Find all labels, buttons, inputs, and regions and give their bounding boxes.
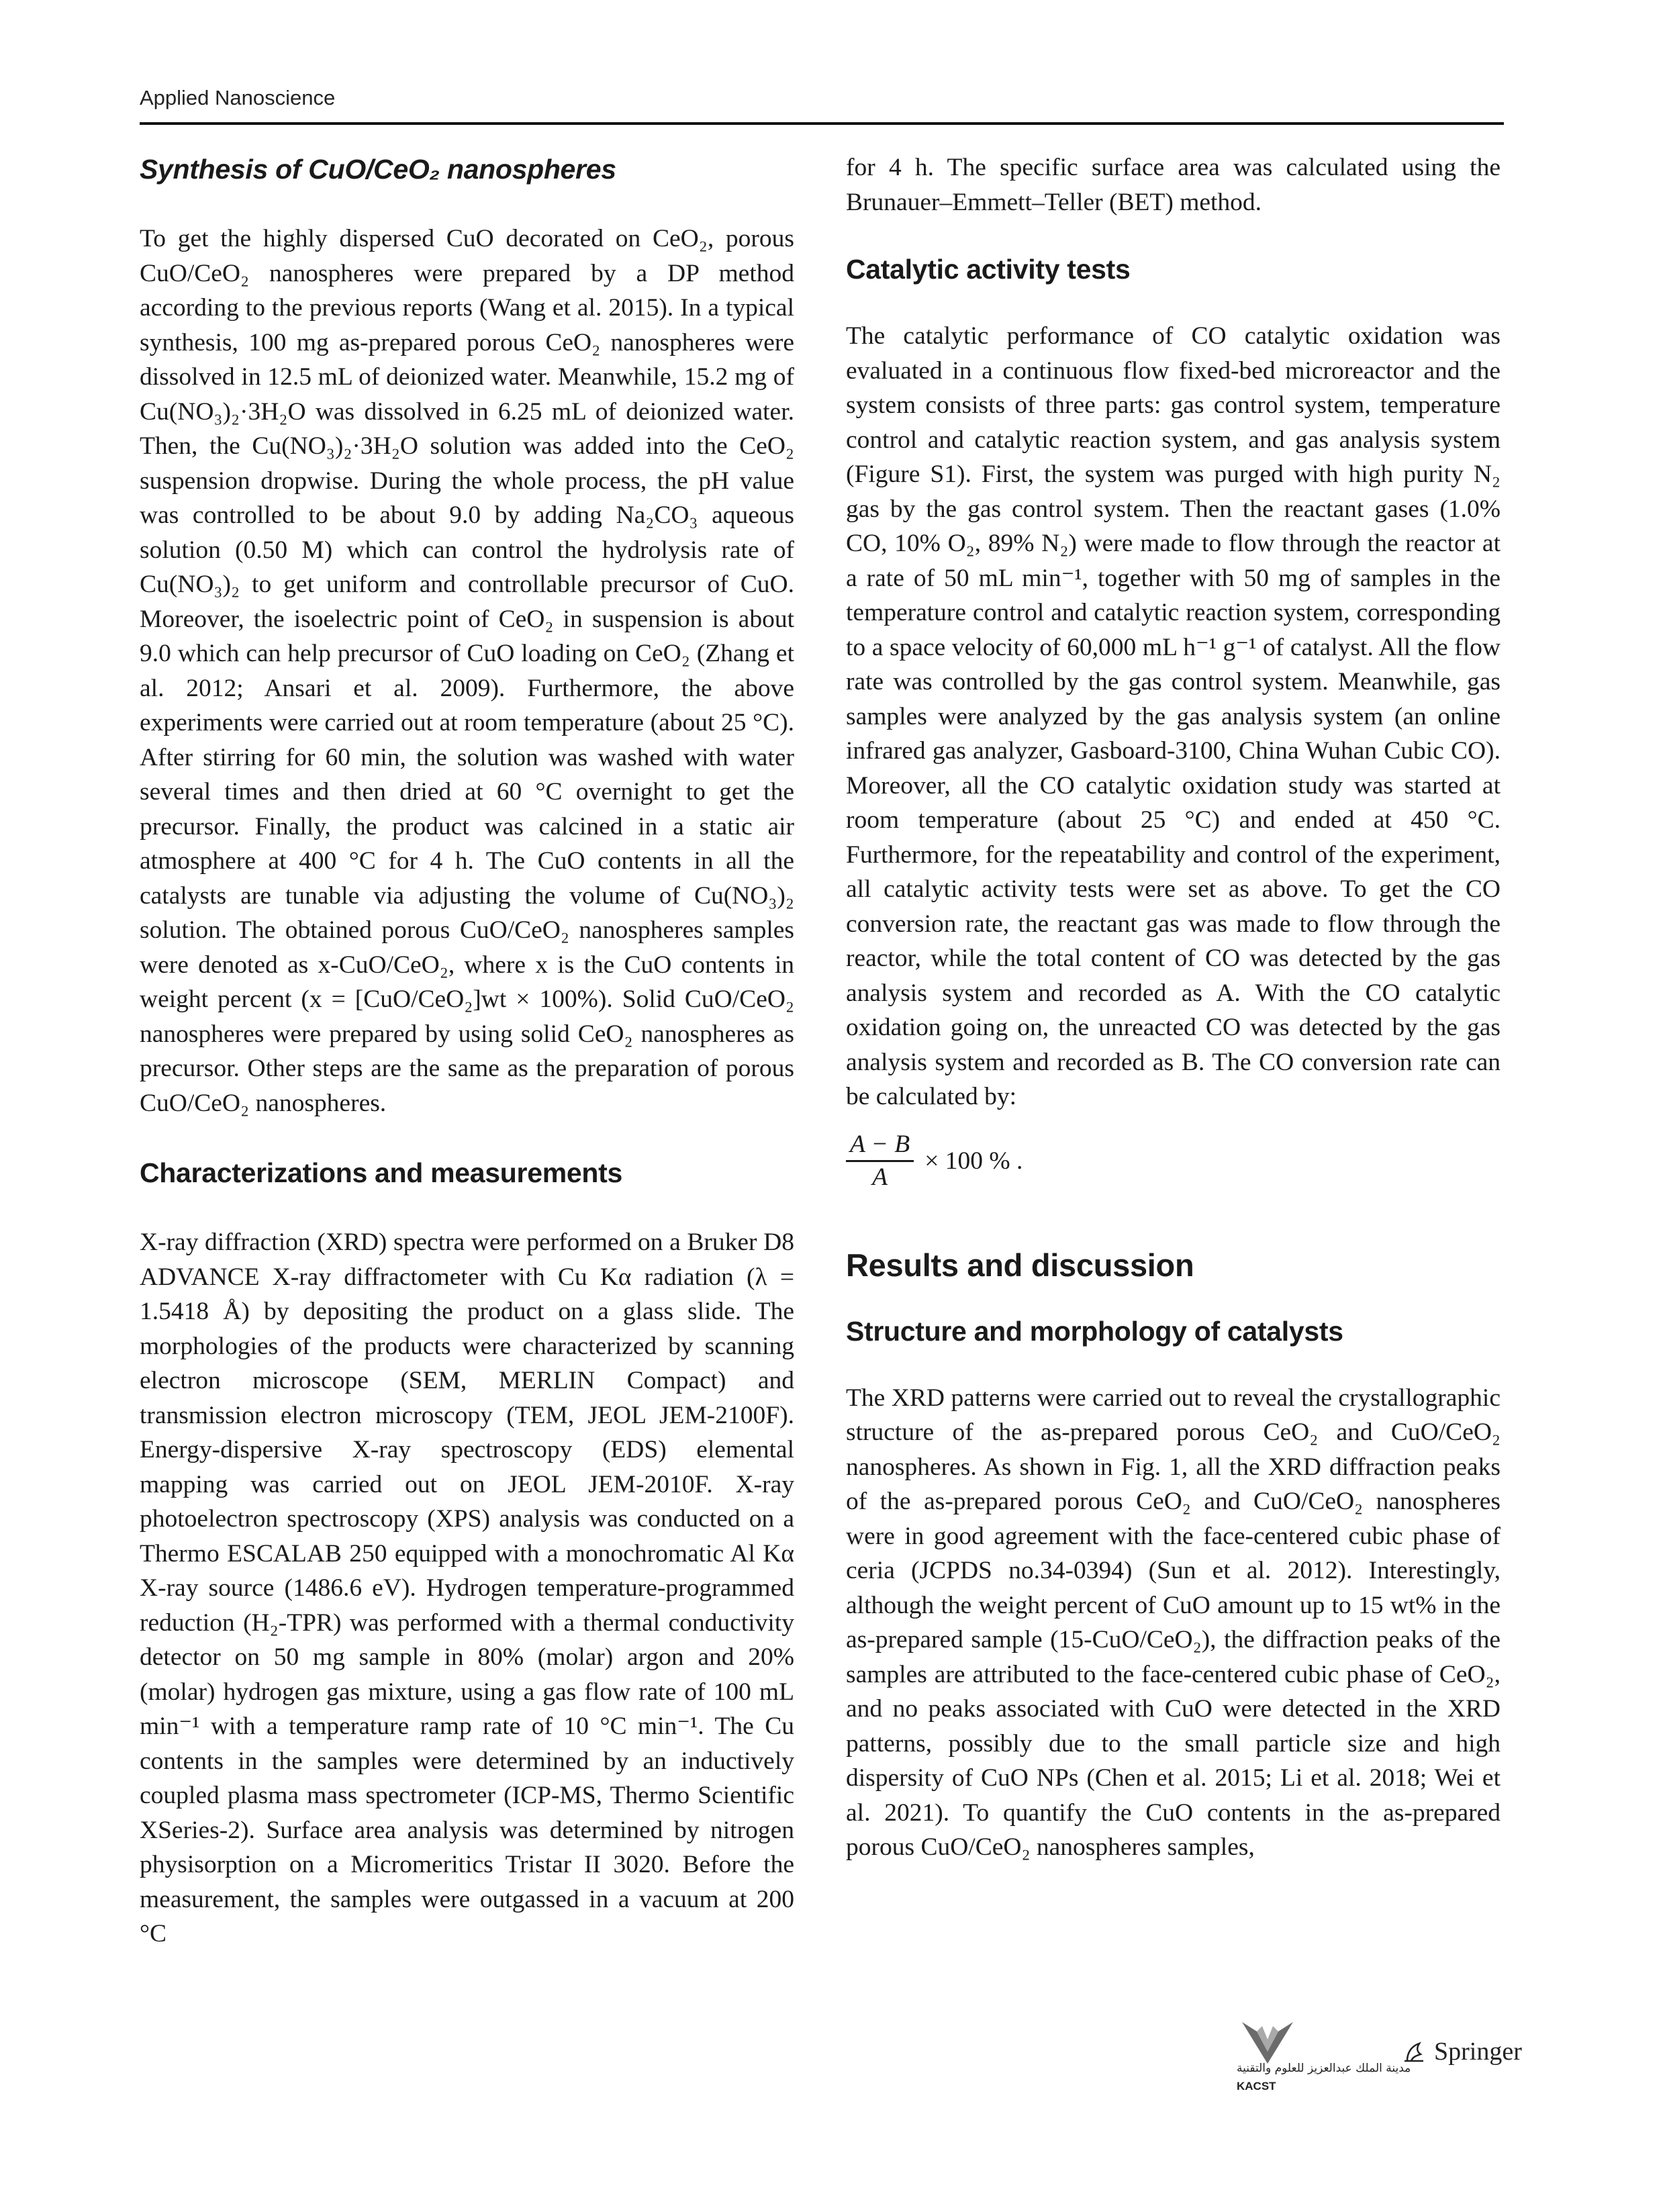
conversion-equation	[846, 1129, 1501, 1193]
synthesis-heading: Synthesis of CuO/CeO₂ nanospheres	[140, 154, 616, 185]
continuation-paragraph: for 4 h. The specific surface area was calculated using the Brunauer–Emmett–Teller (BET) method.	[846, 154, 1501, 216]
journal-name: Applied Nanoscience	[140, 86, 336, 109]
header-rule	[140, 122, 1504, 125]
springer-logo	[1400, 2037, 1522, 2066]
equation-numerator: A − B	[846, 1129, 914, 1162]
equation-denominator: A	[872, 1163, 888, 1191]
kacst-arabic-text: مدينة الملك عبدالعزيز للعلوم والتقنية	[1237, 2062, 1411, 2075]
springer-horse-icon	[1400, 2038, 1427, 2065]
synthesis-paragraph: To get the highly dispersed CuO decorated on CeO₂, porous CuO/CeO₂ nanospheres were prepared by a DP method according to the previous reports (Wang et al. 2015). In a typical synthesis, 100 mg as-prepared porous CeO₂ nanospheres were dissolved in 12.5 mL of deionized water. Meanwhile, 15.2 mg of Cu(NO₃)₂·3H₂O was dissolved in 6.25 mL of deionized water. Then, the Cu(NO₃)₂·3H₂O solution was added into the CeO₂ suspension dropwise. During the whole process, the pH value was controlled to be about 9.0 by adding Na₂CO₃ aqueous solution (0.50 M) which can control the hydrolysis rate of Cu(NO₃)₂ to get uniform and controllable precursor of CuO. Moreover, the isoelectric point of CeO₂ in suspension is about 9.0 which can help precursor of CuO loading on CeO₂ (Zhang et al. 2012; Ansari et al. 2009). Furthermore, the above experiments were carried out at room temperature (about 25 °C). After stirring for 60 min, the solution was washed with water several times and then dried at 60 °C overnight to get the precursor. Finally, the product was calcined in a static air atmosphere at 400 °C for 4 h. The CuO contents in all the catalysts are tunable via adjusting the volume of Cu(NO₃)₂ solution. The obtained porous CuO/CeO₂ nanospheres samples were denoted as x-CuO/CeO₂, where x is the CuO contents in weight percent (x = [CuO/CeO₂]wt × 100%). Solid CuO/CeO₂ nanospheres were prepared by using solid CeO₂ nanospheres as precursor. Other steps are the same as the preparation of porous CuO/CeO₂ nanospheres.	[140, 225, 794, 1117]
characterizations-paragraph: X-ray diffraction (XRD) spectra were performed on a Bruker D8 ADVANCE X-ray diffractometer with Cu Kα radiation (λ = 1.5418 Å) by depositing the product on a glass slide. The morphologies of the products were characterized by scanning electron microscope (SEM, MERLIN Compact) and transmission electron microscopy (TEM, JEOL JEM-2100F). Energy-dispersive X-ray spectroscopy (EDS) elemental mapping was carried out on JEOL JEM-2010F. X-ray photoelectron spectroscopy (XPS) analysis was conducted on a Thermo ESCALAB 250 equipped with a monochromatic Al Kα X-ray source (1486.6 eV). Hydrogen temperature-programmed reduction (H₂-TPR) was performed with a thermal conductivity detector on 50 mg sample in 80% (molar) argon and 20% (molar) hydrogen gas mixture, using a gas flow rate of 100 mL min⁻¹ with a temperature ramp rate of 10 °C min⁻¹. The Cu contents in the samples were determined by an inductively coupled plasma mass spectrometer (ICP-MS, Thermo Scientific XSeries-2). Surface area analysis was determined by nitrogen physisorption on a Micromeritics Tristar II 3020. Before the measurement, the samples were outgassed in a vacuum at 200 °C	[140, 1229, 794, 1947]
left-column	[140, 150, 794, 1952]
catalytic-heading: Catalytic activity tests	[846, 254, 1131, 285]
structure-heading: Structure and morphology of catalysts	[846, 1315, 1343, 1347]
right-column	[846, 150, 1501, 1865]
structure-paragraph: The XRD patterns were carried out to reveal the crystallographic structure of the as-prepared porous CeO₂ and CuO/CeO₂ nanospheres. As shown in Fig. 1, all the XRD diffraction peaks of the as-prepared porous CeO₂ and CuO/CeO₂ nanospheres were in good agreement with the face-centered cubic phase of ceria (JCPDS no.34-0394) (Sun et al. 2012). Interestingly, although the weight percent of CuO amount up to 15 wt% in the as-prepared sample (15-CuO/CeO₂), the diffraction peaks of the samples are attributed to the face-centered cubic phase of CeO₂, and no peaks associated with CuO were detected in the XRD patterns, possibly due to the small particle size and high dispersity of CuO NPs (Chen et al. 2015; Li et al. 2018; Wei et al. 2021). To quantify the CuO contents in the as-prepared porous CuO/CeO₂ nanospheres samples,	[846, 1384, 1501, 1861]
characterizations-heading: Characterizations and measurements	[140, 1157, 622, 1188]
equation-multiplier: × 100 % .	[924, 1147, 1023, 1175]
springer-text: Springer	[1434, 2037, 1522, 2066]
catalytic-paragraph: The catalytic performance of CO catalytic oxidation was evaluated in a continuous flow fixed-bed microreactor and the system consists of three parts: gas control system, temperature control and catalytic reaction system, and gas analysis system (Figure S1). First, the system was purged with high purity N₂ gas by the gas control system. Then the reactant gases (1.0% CO, 10% O₂, 89% N₂) were made to flow through the reactor at a rate of 50 mL min⁻¹, together with 50 mg of samples in the temperature control and catalytic reaction system, corresponding to a space velocity of 60,000 mL h⁻¹ g⁻¹ of catalyst. All the flow rate was controlled by the gas control system. Meanwhile, gas samples were analyzed by the gas analysis system (an online infrared gas analyzer, Gasboard-3100, China Wuhan Cubic CO). Moreover, all the CO catalytic oxidation study was started at room temperature (about 25 °C) and ended at 450 °C. Furthermore, for the repeatability and control of the experiment, all catalytic activity tests were set as above. To get the CO conversion rate, the reactant gas was made to flow through the reactor, while the total content of CO was detected by the gas analysis system and recorded as A. With the CO catalytic oxidation going on, the unreacted CO was detected by the gas analysis system and recorded as B. The CO conversion rate can be calculated by:	[846, 322, 1501, 1110]
equation-fraction	[846, 1129, 914, 1193]
results-heading: Results and discussion	[846, 1247, 1194, 1283]
kacst-text: KACST	[1237, 2080, 1276, 2093]
